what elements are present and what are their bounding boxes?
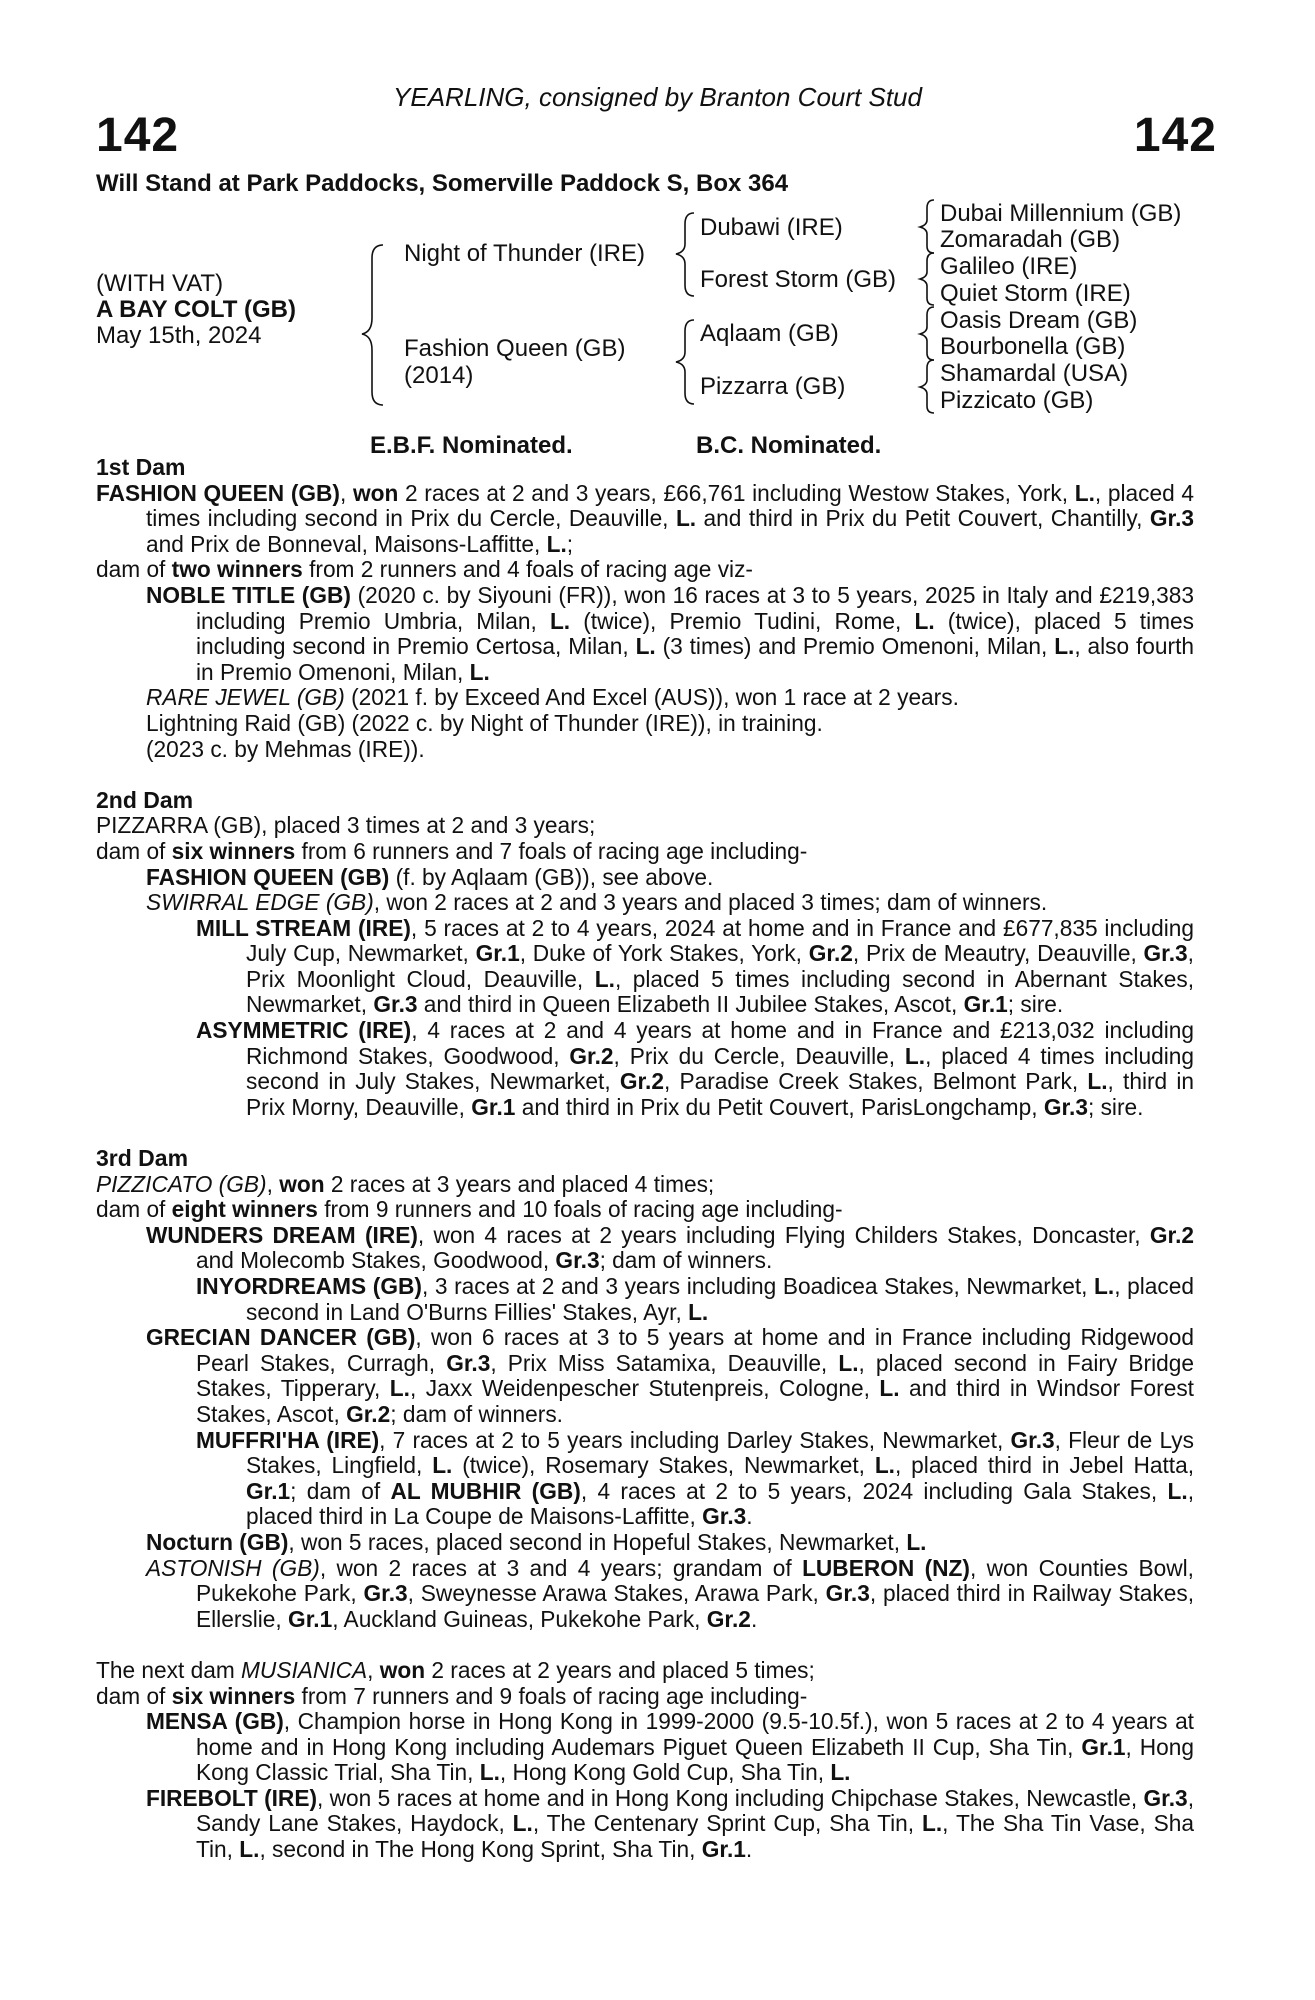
- brace-dam: [676, 320, 694, 404]
- consignment-line: YEARLING, consigned by Branton Court Stud: [393, 82, 922, 112]
- gen3-name: Oasis Dream (GB): [940, 307, 1138, 334]
- gen3-name: Quiet Storm (IRE): [940, 280, 1131, 307]
- dam-entry: PIZZARRA (GB), placed 3 times at 2 and 3 years;: [96, 812, 596, 839]
- catalogue-body: [96, 455, 1194, 1863]
- brace-g1: [920, 200, 934, 253]
- dam-sire-name: Aqlaam (GB): [700, 320, 839, 347]
- produce-entry: FASHION QUEEN (GB) (f. by Aqlaam (GB)), see above.: [146, 863, 714, 890]
- section-heading-first-dam: 1st Dam: [96, 454, 186, 480]
- produce-entry: GRECIAN DANCER (GB), won 6 races at 3 to 5 years at home and in France including Ridgewood Pearl Stakes, Curragh, Gr.3, Prix Miss Satamixa, Deauville, L., placed second in Fairy Bridge Stakes, Tipperary, L., Jaxx Weidenpescher Stutenpreis, Cologne, L. and third in Windsor Forest Stakes, Ascot, Gr.2; dam of winners.: [146, 1324, 1194, 1427]
- sire-name: Night of Thunder (IRE): [404, 240, 645, 267]
- bc-nomination: B.C. Nominated.: [696, 432, 882, 459]
- gen3-name: Pizzicato (GB): [940, 387, 1094, 414]
- dam-produce-summary: dam of eight winners from 9 runners and 10 foals of racing age including-: [96, 1196, 843, 1223]
- produce-entry: (2023 c. by Mehmas (IRE)).: [146, 735, 425, 762]
- dam-entry: PIZZICATO (GB), won 2 races at 3 years and placed 4 times;: [96, 1170, 715, 1197]
- produce-entry: Nocturn (GB), won 5 races, placed second in Hopeful Stakes, Newmarket, L.: [146, 1528, 927, 1555]
- produce-entry: WUNDERS DREAM (IRE), won 4 races at 2 years including Flying Childers Stakes, Doncaster, Gr.2 and Molecomb Stakes, Goodwood, Gr.3; dam of winners.: [146, 1221, 1195, 1274]
- brace-g3: [920, 307, 934, 360]
- dam-entry: The next dam MUSIANICA, won 2 races at 2 years and placed 5 times;: [96, 1656, 815, 1683]
- ebf-nomination: E.B.F. Nominated.: [370, 432, 573, 459]
- produce-entry: RARE JEWEL (GB) (2021 f. by Exceed And Excel (AUS)), won 1 race at 2 years.: [146, 684, 959, 711]
- gen3-name: Zomaradah (GB): [940, 226, 1121, 253]
- produce-entry: ASYMMETRIC (IRE), 4 races at 2 and 4 years at home and in France and £213,032 including Richmond Stakes, Goodwood, Gr.2, Prix du Cercle, Deauville, L., placed 4 times including second in July Stakes, Newmarket, Gr.2, Paradise Creek Stakes, Belmont Park, L., third in Prix Morny, Deauville, Gr.1 and third in Prix du Petit Couvert, ParisLongchamp, Gr.3; sire.: [196, 1017, 1195, 1120]
- produce-entry: NOBLE TITLE (GB) (2020 c. by Siyouni (FR)), won 16 races at 3 to 5 years, 2025 in Italy and £219,383 including Premio Umbria, Milan, L. (twice), Premio Tudini, Rome, L. (twice), placed 5 times including second in Premio Certosa, Milan, L. (3 times) and Premio Omenoni, Milan, L., also fourth in Premio Omenoni, Milan, L.: [146, 581, 1195, 685]
- brace-g2: [920, 253, 934, 305]
- produce-entry: MENSA (GB), Champion horse in Hong Kong in 1999-2000 (9.5-10.5f.), won 5 races at 2 to 4 years at home and in Hong Kong including Audemars Piguet Queen Elizabeth II Cup, Sha Tin, Gr.1, Hong Kong Classic Trial, Sha Tin, L., Hong Kong Gold Cup, Sha Tin, L.: [146, 1708, 1194, 1786]
- section-heading-second-dam: 2nd Dam: [96, 786, 194, 813]
- dam-entry: FASHION QUEEN (GB), won 2 races at 2 and 3 years, £66,761 including Westow Stakes, York, L., placed 4 times including second in Prix du Cercle, Deauville, L. and third in Prix du Petit Couvert, Chantilly, Gr.3 and Prix de Bonneval, Maisons-Laffitte, L.;: [96, 479, 1194, 557]
- dam-produce-summary: dam of six winners from 6 runners and 7 foals of racing age including-: [96, 837, 808, 864]
- section-heading-third-dam: 3rd Dam: [96, 1145, 189, 1172]
- dam-dam-name: Pizzarra (GB): [700, 373, 846, 400]
- stand-location: Will Stand at Park Paddocks, Somerville Paddock S, Box 364: [96, 170, 789, 197]
- lot-number-right: 142: [1133, 109, 1217, 162]
- gen3-name: Shamardal (USA): [940, 360, 1129, 387]
- gen3-name: Dubai Millennium (GB): [940, 200, 1182, 227]
- produce-entry: ASTONISH (GB), won 2 races at 3 and 4 years; grandam of LUBERON (NZ), won Counties Bowl, Pukekohe Park, Gr.3, Sweynesse Arawa Stakes, Arawa Park, Gr.3, placed third in Railway Stakes, Ellerslie, Gr.1, Auckland Guineas, Pukekohe Park, Gr.2.: [146, 1554, 1194, 1632]
- gen3-name: Bourbonella (GB): [940, 333, 1126, 360]
- produce-entry: MUFFRI'HA (IRE), 7 races at 2 to 5 years including Darley Stakes, Newmarket, Gr.3, Fleur de Lys Stakes, Lingfield, L. (twice), Rosemary Stakes, Newmarket, L., placed third in Jebel Hatta, Gr.1; dam of AL MUBHIR (GB), 4 races at 2 to 5 years, 2024 including Gala Stakes, L., placed third in La Coupe de Maisons-Laffitte, Gr.3.: [196, 1426, 1195, 1530]
- brace-sire: [676, 213, 694, 296]
- dam-foaled-year: (2014): [404, 362, 474, 389]
- vat-note: (WITH VAT): [96, 270, 224, 297]
- produce-entry: MILL STREAM (IRE), 5 races at 2 to 4 years, 2024 at home and in France and £677,835 including July Cup, Newmarket, Gr.1, Duke of York Stakes, York, Gr.2, Prix de Meautry, Deauville, Gr.3, Prix Moonlight Cloud, Deauville, L., placed 5 times including second in Abernant Stakes, Newmarket, Gr.3 and third in Queen Elizabeth II Jubilee Stakes, Ascot, Gr.1; sire.: [196, 914, 1194, 1018]
- foaling-date: May 15th, 2024: [96, 322, 262, 349]
- sire-sire-name: Dubawi (IRE): [700, 214, 843, 241]
- produce-entry: FIREBOLT (IRE), won 5 races at home and in Hong Kong including Chipchase Stakes, Newcastle, Gr.3, Sandy Lane Stakes, Haydock, L., The Centenary Sprint Cup, Sha Tin, L., The Sha Tin Vase, Sha Tin, L., second in The Hong Kong Sprint, Sha Tin, Gr.1.: [146, 1784, 1195, 1863]
- produce-entry: INYORDREAMS (GB), 3 races at 2 and 3 years including Boadicea Stakes, Newmarket, L., placed second in Land O'Burns Fillies' Stakes, Ayr, L.: [196, 1273, 1194, 1325]
- dam-name: Fashion Queen (GB): [404, 335, 626, 362]
- produce-entry: Lightning Raid (GB) (2022 c. by Night of Thunder (IRE)), in training.: [146, 709, 823, 736]
- horse-name: A BAY COLT (GB): [96, 296, 297, 323]
- lot-number-left: 142: [96, 109, 180, 162]
- brace-g4: [920, 360, 934, 413]
- brace-main: [362, 245, 383, 405]
- produce-entry: SWIRRAL EDGE (GB), won 2 races at 2 and 3 years and placed 3 times; dam of winners.: [146, 889, 1048, 916]
- dam-produce-summary: dam of two winners from 2 runners and 4 foals of racing age viz-: [96, 556, 753, 583]
- gen3-name: Galileo (IRE): [940, 253, 1078, 280]
- dam-produce-summary: dam of six winners from 7 runners and 9 foals of racing age including-: [96, 1682, 808, 1709]
- sire-dam-name: Forest Storm (GB): [700, 266, 897, 293]
